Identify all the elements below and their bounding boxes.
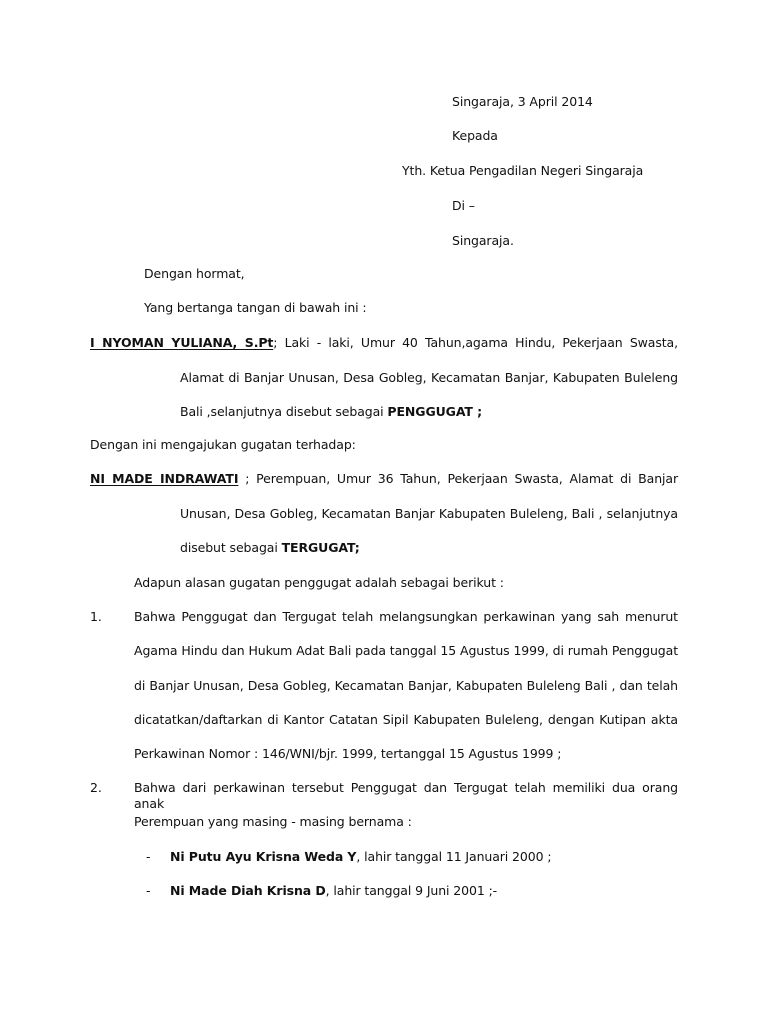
plaintiff-line-1 [90,335,678,351]
child-1-line [170,849,551,865]
point-number: 1. [90,609,102,624]
defendant-name: NI MADE INDRAWATI [90,471,239,486]
point-1-line-4: dicatatkan/daftarkan di Kantor Catatan Sipil Kabupaten Buleleng, dengan Kutipan akta [134,712,678,727]
defendant-line-3 [180,540,360,556]
kepada-label: Kepada [452,128,498,143]
plaintiff-name: I NYOMAN YULIANA, S.Pt [90,335,274,350]
city-label: Singaraja. [452,233,514,248]
list-dash: - [146,883,151,898]
defendant-line-2: Unusan, Desa Gobleg, Kecamatan Banjar Kabupaten Buleleng, Bali , selanjutnya [180,506,678,521]
reasons-intro: Adapun alasan gugatan penggugat adalah sebagai berikut : [134,575,504,590]
point-1-line-3: di Banjar Unusan, Desa Gobleg, Kecamatan Banjar, Kabupaten Buleleng Bali , dan telah [134,678,678,693]
point-2-line-1: Bahwa dari perkawinan tersebut Penggugat dan Tergugat telah memiliki dua orang anak [134,780,678,811]
greeting: Dengan hormat, [144,266,245,281]
plaintiff-role: PENGGUGAT ; [387,404,482,419]
point-1-line-2: Agama Hindu dan Hukum Adat Bali pada tanggal 15 Agustus 1999, di rumah Penggugat [134,643,678,658]
point-2-line-2: Perempuan yang masing - masing bernama : [134,814,412,829]
defendant-role: TERGUGAT; [281,540,360,555]
defendant-intro: Dengan ini mengajukan gugatan terhadap: [90,437,356,452]
child-1-name: Ni Putu Ayu Krisna Weda Y [170,849,357,864]
defendant-details: ; Perempuan, Umur 36 Tahun, Pekerjaan Swasta, Alamat di Banjar [238,471,678,486]
plaintiff-role-prefix: Bali ,selanjutnya disebut sebagai [180,404,388,419]
place-date: Singaraja, 3 April 2014 [452,94,593,109]
undersigned-line: Yang bertanga tangan di bawah ini : [144,300,367,315]
list-dash: - [146,849,151,864]
plaintiff-details: ; Laki - laki, Umur 40 Tahun,agama Hindu, Pekerjaan Swasta, [273,335,678,350]
di-label: Di – [452,198,475,213]
defendant-line-1 [90,471,678,487]
child-1-birth: , lahir tanggal 11 Januari 2000 ; [356,849,552,864]
child-2-name: Ni Made Diah Krisna D [170,883,326,898]
point-1-line-1: Bahwa Penggugat dan Tergugat telah melangsungkan perkawinan yang sah menurut [134,609,678,624]
plaintiff-line-2: Alamat di Banjar Unusan, Desa Gobleg, Kecamatan Banjar, Kabupaten Buleleng [180,370,678,385]
plaintiff-line-3 [180,404,482,420]
point-number: 2. [90,780,102,795]
recipient-line: Yth. Ketua Pengadilan Negeri Singaraja [402,163,644,178]
defendant-role-prefix: disebut sebagai [180,540,282,555]
child-2-line [170,883,497,899]
child-2-birth: , lahir tanggal 9 Juni 2001 ;- [325,883,498,898]
point-1-line-5: Perkawinan Nomor : 146/WNI/bjr. 1999, tertanggal 15 Agustus 1999 ; [134,746,562,761]
